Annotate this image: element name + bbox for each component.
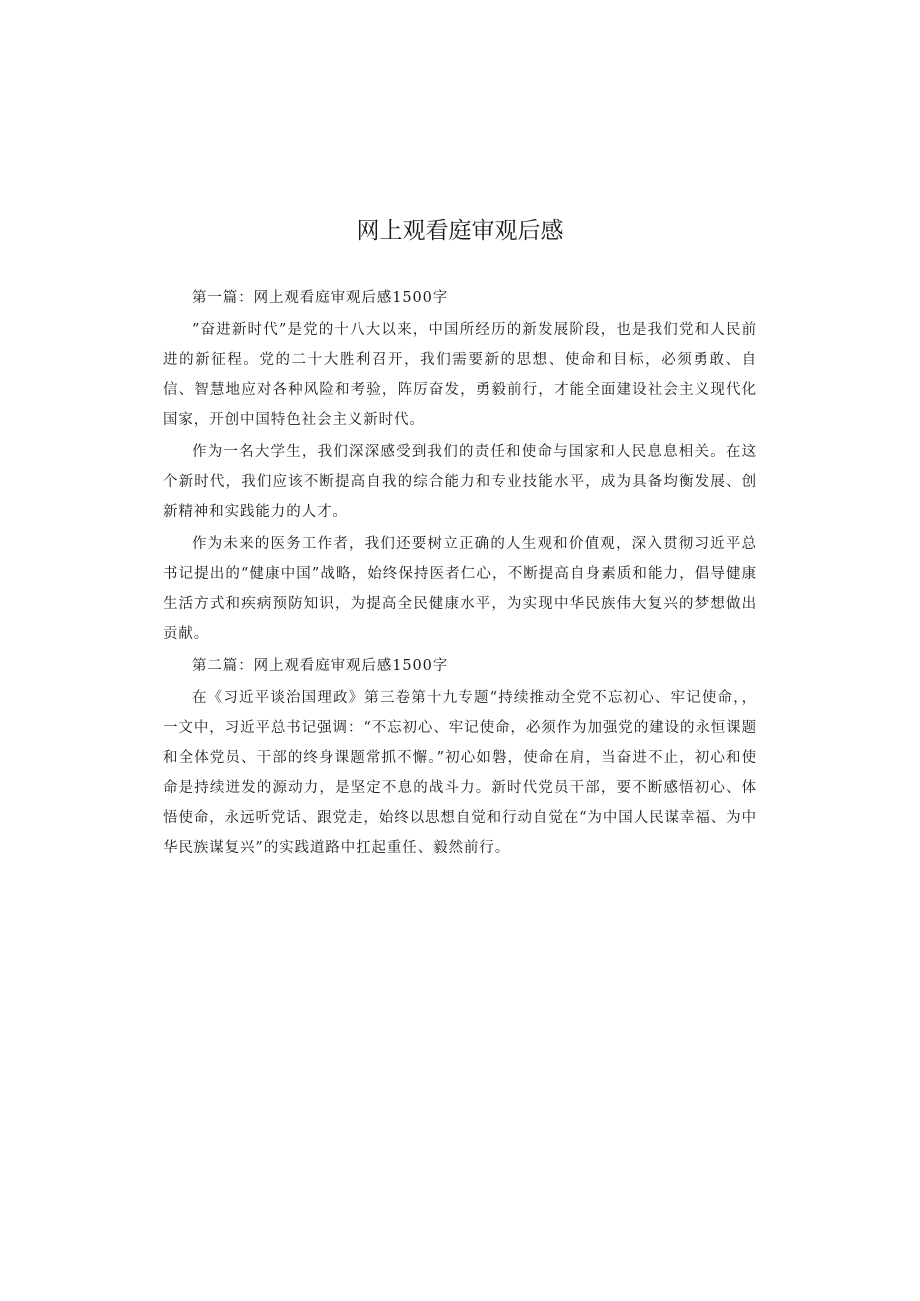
section-heading: 第二篇：网上观看庭审观后感1500字 [192, 658, 449, 674]
paragraph: 在《习近平谈治国理政》第三卷第十九专题“持续推动全党不忘初心、牢记使命，，一文中，习近平总书记强调：“不忘初心、牢记使命，必须作为加强党的建设的永恒课题和全体党员、干部的终身课题常抓不懈。”初心如磐，使命在肩，当奋进不止，初心和使命是持续迸发的源动力，是坚定不息的战斗力。新时代党员干部，要不断感悟初心、体悟使命，永远听党话、跟党走，始终以思想自觉和行动自觉在“为中国人民谋幸福、为中华民族谋复兴”的实践道路中扛起重任、毅然前行。 [163, 690, 757, 856]
document-body [163, 283, 757, 865]
paragraph: ”奋进新时代”是党的十八大以来，中国所经历的新发展阶段，也是我们党和人民前进的新征程。党的二十大胜利召开，我们需要新的思想、使命和目标，必须勇敢、自信、智慧地应对各种风险和考验，阵厉奋发，勇毅前行，才能全面建设社会主义现代化国家，开创中国特色社会主义新时代。 [163, 322, 757, 428]
section-heading: 第一篇：网上观看庭审观后感1500字 [192, 290, 449, 306]
paragraph: 作为一名大学生，我们深深感受到我们的责任和使命与国家和人民息息相关。在这个新时代，我们应该不断提高自我的综合能力和专业技能水平，成为具备均衡发展、创新精神和实践能力的人才。 [163, 444, 757, 520]
paragraph: 作为未来的医务工作者，我们还要树立正确的人生观和价值观，深入贯彻习近平总书记提出的“健康中国”战略，始终保持医者仁心，不断提高自身素质和能力，倡导健康生活方式和疾病预防知识，为提高全民健康水平，为实现中华民族伟大复兴的梦想做出贡献。 [163, 536, 757, 642]
document-title: 网上观看庭审观后感 [356, 218, 564, 244]
